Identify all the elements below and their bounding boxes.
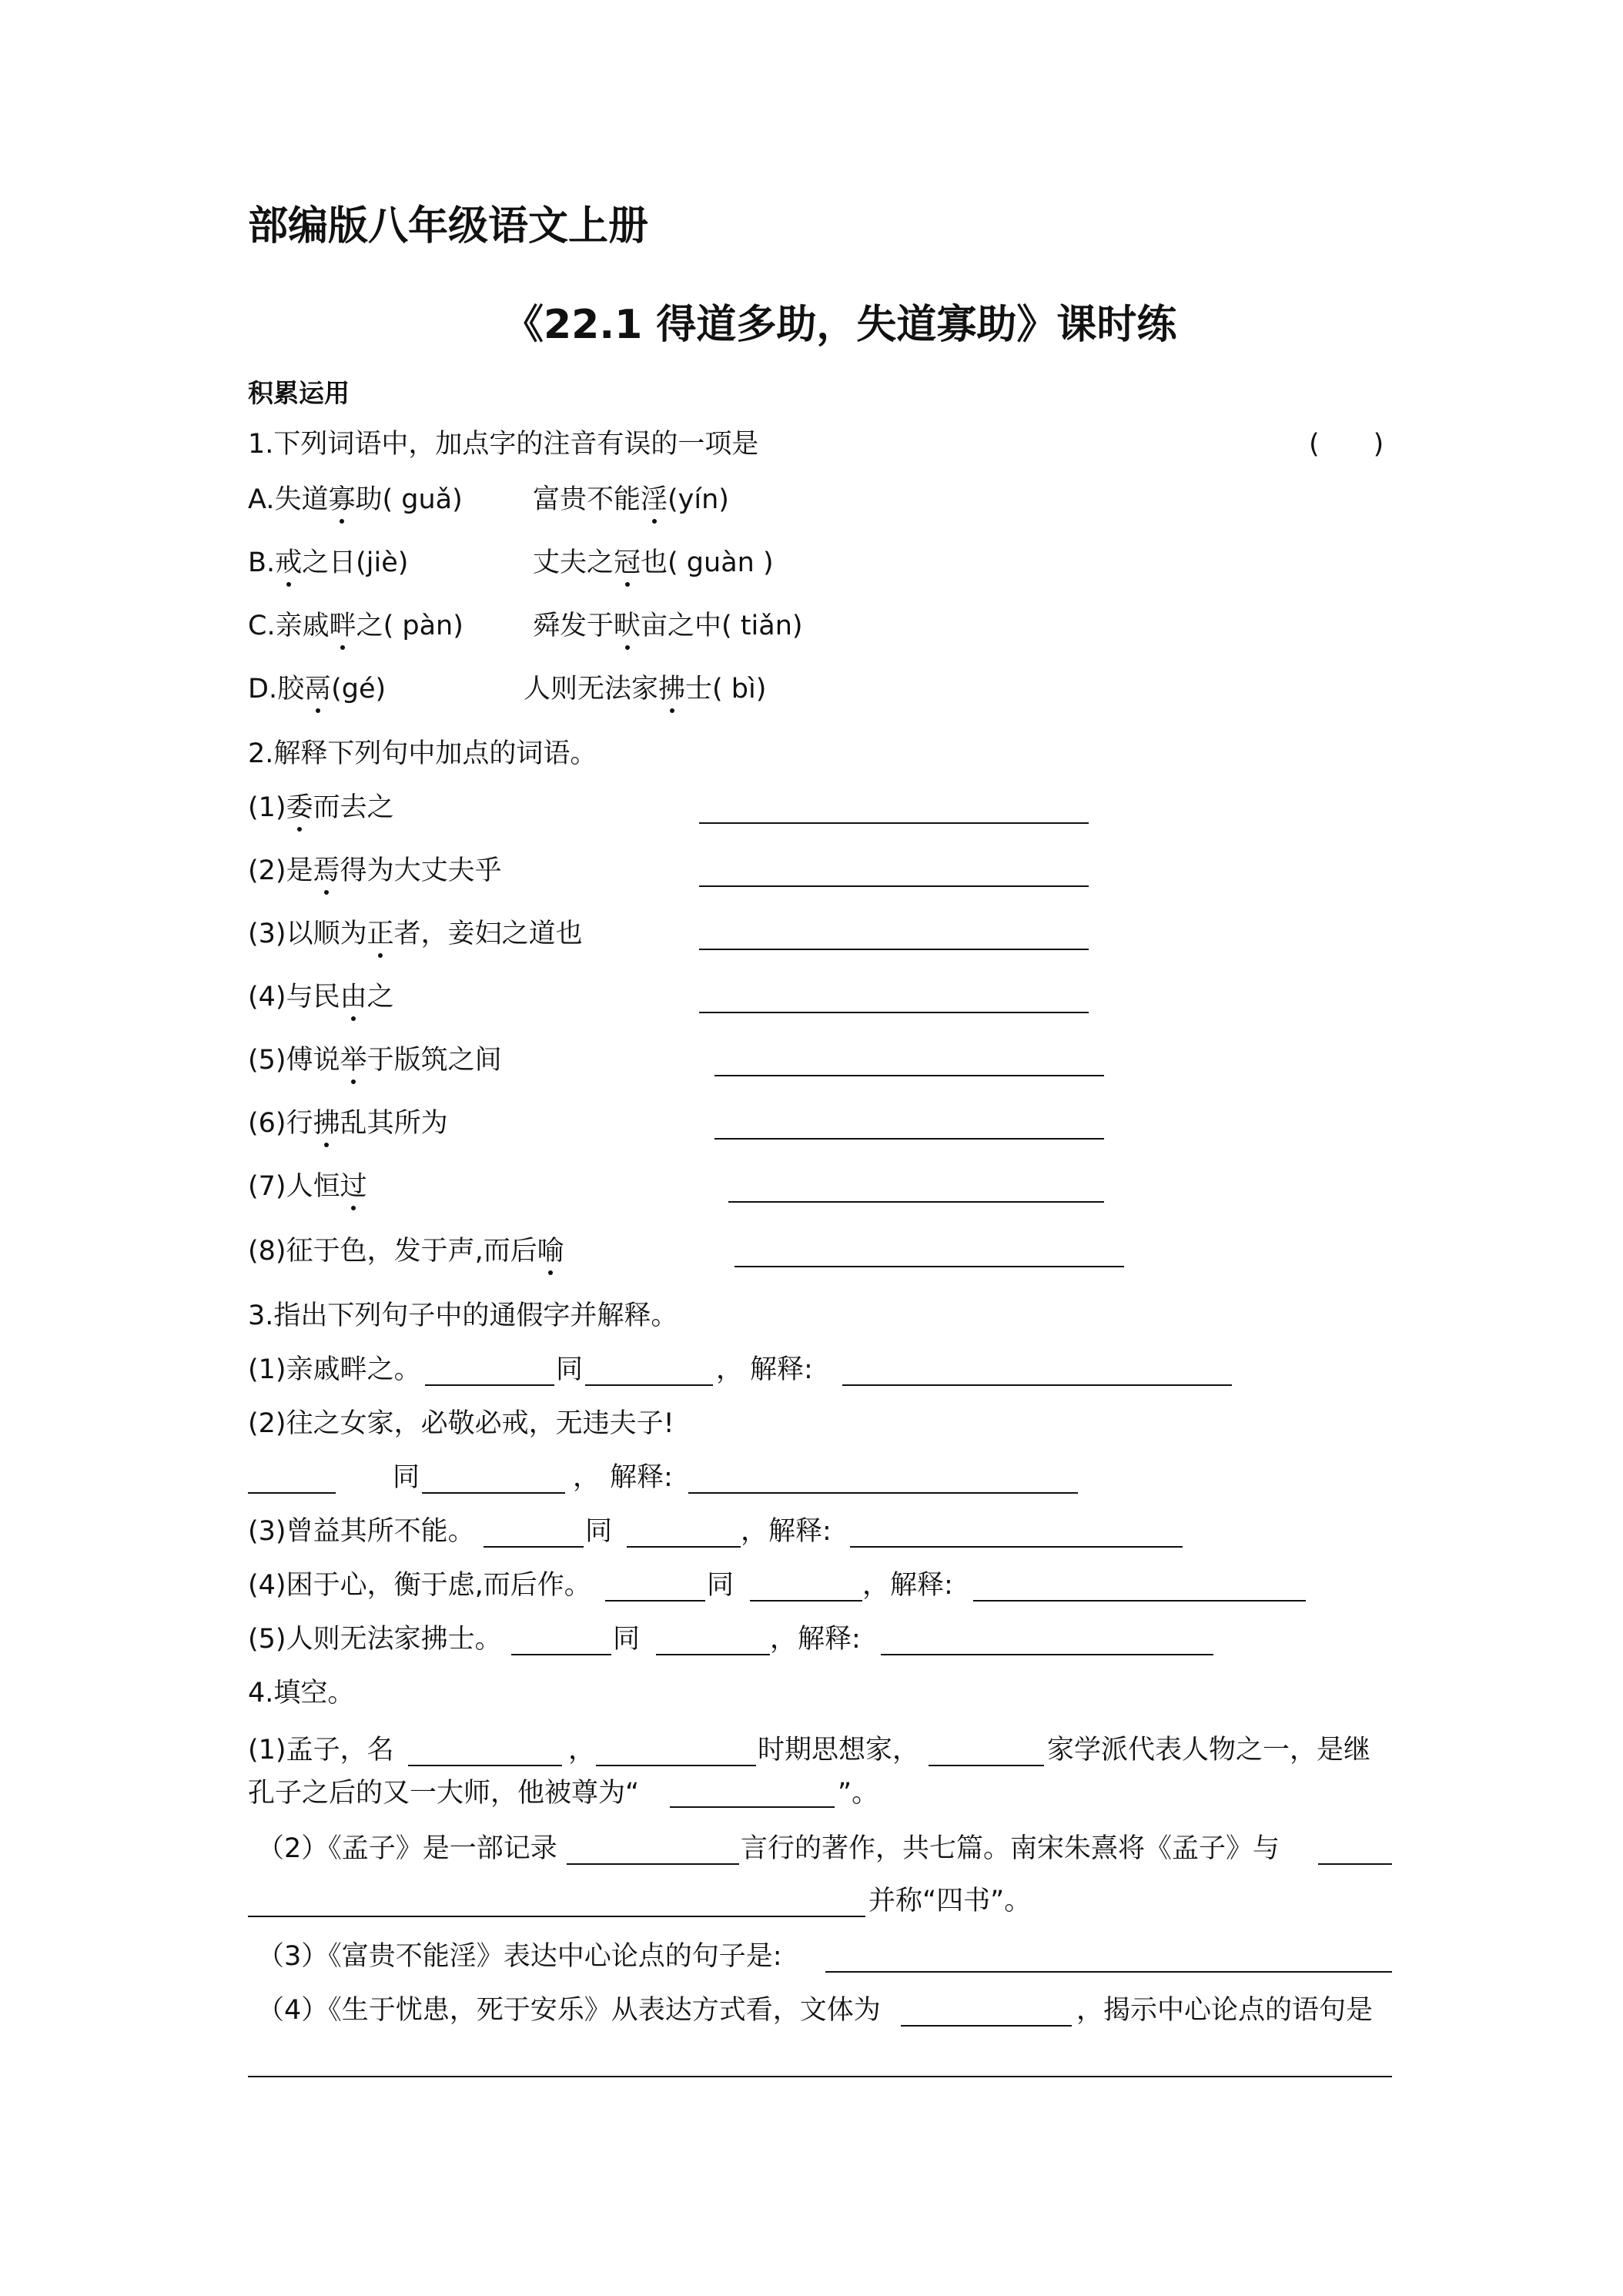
q3-item-2: (2)往之女家，必敬必戒，无违夫子! bbox=[248, 1408, 674, 1439]
dotted-char: 由 bbox=[340, 979, 367, 1015]
word-text: 助( guǎ) bbox=[355, 484, 463, 515]
q4-p1-blank-school[interactable] bbox=[929, 1765, 1044, 1766]
q3-blank-1b[interactable] bbox=[585, 1384, 713, 1386]
option-label: A. bbox=[248, 484, 275, 515]
q2-item-7: (7)人恒过 bbox=[248, 1169, 367, 1204]
q4-p4-text-b: ，揭示中心论点的语句是 bbox=[1076, 1995, 1374, 2026]
q3-comma-3: ， bbox=[741, 1516, 768, 1547]
q2-answer-line-4[interactable] bbox=[699, 1012, 1089, 1013]
q4-p2-blank-end[interactable] bbox=[1318, 1863, 1392, 1865]
q3-explain-line-2[interactable] bbox=[688, 1492, 1078, 1494]
word-text: 失道 bbox=[274, 484, 329, 515]
q3-explain-line-5[interactable] bbox=[881, 1654, 1213, 1655]
q2-answer-line-7[interactable] bbox=[728, 1201, 1104, 1203]
q3-comma-5: ， bbox=[770, 1624, 798, 1655]
q2-answer-line-1[interactable] bbox=[699, 822, 1089, 824]
q2-answer-line-8[interactable] bbox=[735, 1266, 1124, 1267]
section-label: 积累运用 bbox=[248, 378, 350, 408]
q4-p1-blank-title[interactable] bbox=[670, 1806, 835, 1808]
q4-p4-text-a: （4）《生于忧患，死于安乐》从表达方式看，文体为 bbox=[257, 1995, 881, 2026]
q4-p2-blank-books[interactable] bbox=[248, 1916, 865, 1917]
q3-comma-4: ， bbox=[862, 1570, 890, 1601]
q4-p4-blank-genre[interactable] bbox=[901, 2025, 1072, 2027]
q1-option-b-word2: 丈夫之冠也( guàn ) bbox=[533, 545, 774, 581]
q3-blank-5b[interactable] bbox=[656, 1654, 770, 1655]
q1-option-a-word2: 富贵不能淫(yín) bbox=[533, 482, 729, 517]
q3-explain-line-4[interactable] bbox=[973, 1600, 1306, 1602]
dotted-char: 举 bbox=[340, 1043, 367, 1078]
dotted-char: 拂 bbox=[658, 671, 685, 707]
q3-item-5: (5)人则无法家拂士。 bbox=[248, 1624, 502, 1655]
dotted-char: 淫 bbox=[641, 482, 668, 517]
q4-p1-text-b: ， bbox=[568, 1735, 596, 1766]
q3-same-3: 同 bbox=[585, 1516, 613, 1547]
q3-comma-2: ， bbox=[573, 1462, 601, 1493]
page-title: 《22.1 得道多助，失道寡助》课时练 bbox=[504, 302, 1177, 348]
q3-explain-line-1[interactable] bbox=[842, 1384, 1232, 1386]
q4-p2-text-b: 言行的著作，共七篇。南宋朱熹将《孟子》与 bbox=[741, 1833, 1280, 1864]
q3-comma-1: ， bbox=[716, 1354, 744, 1385]
q4-p3-text-a: （3）《富贵不能淫》表达中心论点的句子是: bbox=[257, 1941, 782, 1972]
q4-p1-text-d: 家学派代表人物之一，是继 bbox=[1047, 1735, 1371, 1766]
q2-item-5: (5)傅说举于版筑之间 bbox=[248, 1043, 502, 1078]
q4-p2-text-c: 并称“四书”。 bbox=[868, 1886, 1032, 1916]
q3-explain-1: 解释: bbox=[750, 1354, 813, 1385]
q2-answer-line-6[interactable] bbox=[714, 1138, 1104, 1140]
q3-same-5: 同 bbox=[613, 1624, 641, 1655]
option-label: B. bbox=[248, 547, 276, 578]
q4-p4-blank-sentence[interactable] bbox=[248, 2076, 1392, 2077]
q4-p2-text-a: （2）《孟子》是一部记录 bbox=[257, 1833, 557, 1864]
q1-answer-paren[interactable]: ( ) bbox=[1309, 429, 1384, 460]
q2-item-2: (2)是焉得为大丈夫乎 bbox=[248, 853, 502, 889]
dotted-char: 过 bbox=[340, 1169, 367, 1204]
q1-option-d[interactable]: D.胶鬲(gé) bbox=[248, 671, 386, 707]
q2-item-1: (1)委而去之 bbox=[248, 790, 394, 825]
q1-option-b[interactable]: B.戒之日(jiè) bbox=[248, 545, 408, 581]
q3-blank-4b[interactable] bbox=[750, 1600, 862, 1602]
q3-item-3: (3)曾益其所不能。 bbox=[248, 1516, 475, 1547]
q1-option-c-word2: 舜发于畎亩之中( tiǎn) bbox=[533, 608, 803, 644]
dotted-char: 寡 bbox=[328, 482, 355, 517]
q2-item-3: (3)以顺为正者，妾妇之道也 bbox=[248, 916, 583, 952]
q1-stem: 1.下列词语中，加点字的注音有误的一项是 bbox=[248, 429, 759, 460]
q3-explain-line-3[interactable] bbox=[850, 1546, 1183, 1548]
q3-same-2: 同 bbox=[393, 1462, 420, 1493]
q2-stem: 2.解释下列句中加点的词语。 bbox=[248, 738, 597, 769]
q4-p3-blank-thesis[interactable] bbox=[825, 1971, 1392, 1973]
q3-stem: 3.指出下列句子中的通假字并解释。 bbox=[248, 1300, 678, 1331]
q3-explain-4: 解释: bbox=[890, 1570, 953, 1601]
q4-p1-text-f: ”。 bbox=[838, 1778, 879, 1809]
q3-explain-5: 解释: bbox=[798, 1624, 861, 1655]
q4-stem: 4.填空。 bbox=[248, 1678, 355, 1709]
q3-blank-1a[interactable] bbox=[425, 1384, 554, 1386]
q3-item-1: (1)亲戚畔之。 bbox=[248, 1354, 421, 1385]
q3-blank-3b[interactable] bbox=[627, 1546, 741, 1548]
dotted-char: 委 bbox=[286, 790, 313, 825]
q3-item-4: (4)困于心，衡于虑,而后作。 bbox=[248, 1570, 591, 1601]
q3-blank-2b[interactable] bbox=[422, 1492, 565, 1494]
q4-p1-blank-era[interactable] bbox=[596, 1765, 756, 1766]
q1-option-d-word2: 人则无法家拂士( bì) bbox=[524, 671, 766, 707]
q2-answer-line-3[interactable] bbox=[699, 949, 1089, 950]
dotted-char: 正 bbox=[367, 916, 394, 952]
q2-answer-line-5[interactable] bbox=[714, 1075, 1104, 1076]
q4-p1-text-e: 孔子之后的又一大师，他被尊为“ bbox=[248, 1778, 640, 1809]
q2-item-4: (4)与民由之 bbox=[248, 979, 394, 1015]
q3-explain-3: 解释: bbox=[768, 1516, 832, 1547]
option-label: C. bbox=[248, 611, 276, 641]
q3-blank-3a[interactable] bbox=[484, 1546, 584, 1548]
q4-p1-text-c: 时期思想家， bbox=[758, 1735, 920, 1766]
q3-same-4: 同 bbox=[707, 1570, 735, 1601]
dotted-char: 喻 bbox=[537, 1233, 564, 1269]
q2-item-6: (6)行拂乱其所为 bbox=[248, 1106, 448, 1141]
dotted-char: 畔 bbox=[330, 608, 356, 644]
q3-explain-2: 解释: bbox=[610, 1462, 673, 1493]
dotted-char: 戒 bbox=[275, 545, 302, 581]
q1-option-c[interactable]: C.亲戚畔之( pàn) bbox=[248, 608, 463, 644]
q3-blank-5a[interactable] bbox=[511, 1654, 611, 1655]
q3-blank-2a[interactable] bbox=[248, 1492, 336, 1494]
dotted-char: 拂 bbox=[313, 1106, 340, 1141]
q3-blank-4a[interactable] bbox=[605, 1600, 705, 1602]
dotted-char: 鬲 bbox=[304, 671, 331, 707]
q4-p1-blank-name[interactable] bbox=[408, 1765, 562, 1766]
dotted-char: 焉 bbox=[313, 853, 340, 889]
q1-option-a[interactable] bbox=[248, 482, 463, 517]
q4-p1-text-a: (1)孟子，名 bbox=[248, 1735, 394, 1766]
dotted-char: 冠 bbox=[614, 545, 641, 581]
q2-item-8: (8)征于色，发于声,而后喻 bbox=[248, 1233, 564, 1269]
q3-same-1: 同 bbox=[556, 1354, 584, 1385]
edition-heading: 部编版八年级语文上册 bbox=[248, 203, 649, 249]
q2-answer-line-2[interactable] bbox=[699, 885, 1089, 887]
q4-p2-blank-record[interactable] bbox=[567, 1863, 739, 1865]
option-label: D. bbox=[248, 674, 278, 705]
dotted-char: 畎 bbox=[614, 608, 641, 644]
